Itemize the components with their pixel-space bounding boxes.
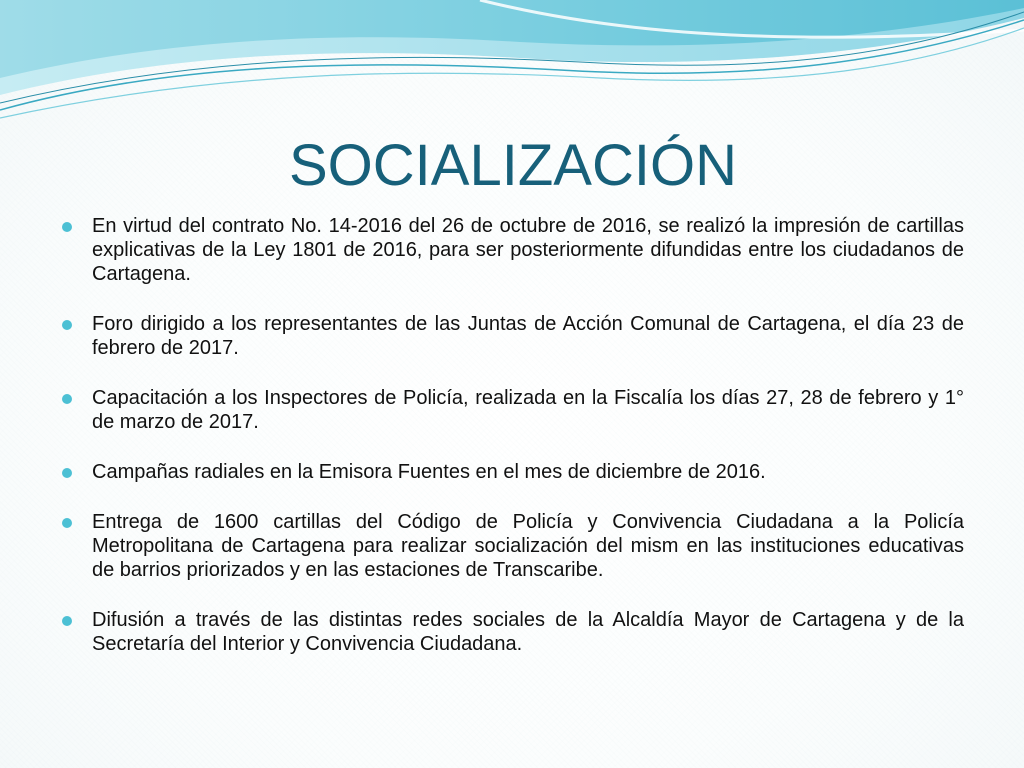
bullet-text: Capacitación a los Inspectores de Policía, realizada en la Fiscalía los días 27, 28 de febrero y 1° de marzo de 2017. <box>92 387 964 433</box>
header-wave-decoration <box>0 0 1024 130</box>
bullet-text: En virtud del contrato No. 14-2016 del 26 de octubre de 2016, se realizó la impresión de cartillas explicativas de la Ley 1801 de 2016, para ser posteriormente difundidas entre los ciudadanos de Cartagena. <box>92 215 964 285</box>
bullet-item <box>60 608 964 656</box>
bullet-dot-icon <box>62 320 72 330</box>
bullet-item <box>60 460 964 484</box>
bullet-item <box>60 312 964 360</box>
bullet-item <box>60 386 964 434</box>
bullet-text: Foro dirigido a los representantes de las Juntas de Acción Comunal de Cartagena, el día 23 de febrero de 2017. <box>92 313 964 359</box>
bullet-dot-icon <box>62 222 72 232</box>
bullet-text: Difusión a través de las distintas redes sociales de la Alcaldía Mayor de Cartagena y de la Secretaría del Interior y Convivencia Ciudadana. <box>92 609 964 655</box>
bullet-dot-icon <box>62 616 72 626</box>
bullet-text: Campañas radiales en la Emisora Fuentes en el mes de diciembre de 2016. <box>92 461 766 483</box>
bullet-text: Entrega de 1600 cartillas del Código de Policía y Convivencia Ciudadana a la Policía Metropolitana de Cartagena para realizar socialización del mism en las instituciones educativas de barrios priorizados y en las estaciones de Transcaribe. <box>92 511 964 581</box>
bullet-item <box>60 214 964 286</box>
slide-title: SOCIALIZACIÓN <box>289 133 737 198</box>
bullet-item <box>60 510 964 582</box>
bullet-list <box>60 214 964 682</box>
bullet-dot-icon <box>62 468 72 478</box>
bullet-dot-icon <box>62 394 72 404</box>
bullet-dot-icon <box>62 518 72 528</box>
